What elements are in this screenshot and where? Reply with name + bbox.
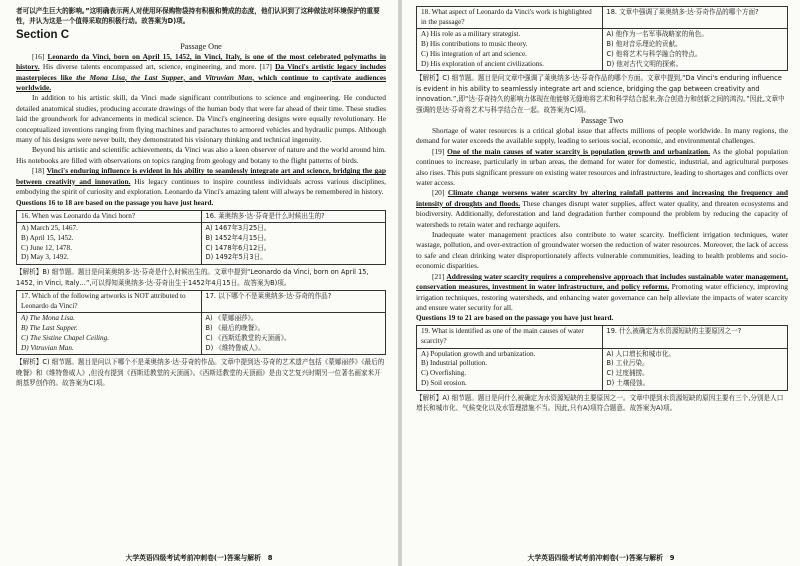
question-17-table [16, 290, 386, 355]
option [21, 344, 197, 354]
passage-one-paragraph-2: In addition to his artistic skill, da Vinci made significant contributions to science and engineering. He conducted detailed anatomical studies, producing accurate drawings of the human body that were far ahead of their time. These studies laid the groundwork for advancements in medical science. Da Vinci's engineering designs were equally revolutionary. He conceptualized inventions ranging from flying machines and parachutes to armored vehicles and hydraulic pumps. Although many of his designs were never built, they demonstrated his visionary thinking and technical ingenuity. [16, 93, 386, 145]
underlined-key-sentence: One of the main causes of water scarcity is population growth and urbanization. [447, 146, 710, 156]
option: D) 《维特鲁威人》。 [205, 343, 265, 352]
q-marker-18: [18] [32, 166, 45, 176]
option-correct: C) 《西斯廷教堂的天顶画》。 [205, 333, 291, 342]
question-19-options-en [417, 348, 603, 390]
option-correct: C) 他将艺术与科学融合的特点。 [606, 49, 702, 58]
text-span: , and [183, 72, 206, 82]
underlined-key-sentence: Addressing water scarcity requires a comprehensive approach that includes sustainable water management, conservation measures, investment in water infrastructure, and policy reforms. [416, 271, 788, 292]
question-19-en: 19. What is identified as one of the main causes of water scarcity? [417, 326, 603, 348]
option: C) Overfishing. [421, 369, 467, 378]
q-marker-19: [19] [432, 146, 445, 156]
option [21, 314, 197, 324]
option-correct: A) 人口增长和城市化。 [606, 349, 676, 358]
question-18-table [416, 6, 788, 71]
analysis-18: 【解析】C) 细节题。题目是问文章中强调了莱奥纳多·达·芬奇作品的哪个方面。文章中提到,“Da Vinci's enduring influence is evident in his ability to seamlessly integrate art and science, bridging the gap between creativity and innovation.”,即“达·芬奇持久的影响力体现在他能够无缝地将艺术和科学结合起来,弥合创造力和创新之间的鸿沟。”因此,文章中强调的是达·芬奇将艺术与科学结合在一起。故答案为C)项。 [416, 74, 785, 114]
option: C) June 12, 1478. [21, 243, 72, 252]
question-19-cn: 19. 什么被确定为水资源短缺的主要原因之一? [602, 326, 788, 348]
passage-one-paragraph-4 [16, 166, 386, 197]
analysis-17: 【解析】C) 细节题。题目是问以下哪个不是莱奥纳多·达·芬奇的作品。文章中提到达·芬奇的艺术遗产包括《蒙娜丽莎》《最后的晚餐》和《维特鲁威人》,但没有提到《西斯廷教堂的天顶画》。《西斯廷教堂的天顶画》是由文艺复兴时期另一位著名画家米开朗基罗创作的。故答案为C)项。 [16, 358, 385, 388]
option: D) 土壤侵蚀。 [606, 378, 650, 387]
option: A) 1467年3月25日。 [205, 224, 271, 233]
text-span: , [124, 72, 131, 82]
option-text: B) The Last Supper. [21, 324, 78, 333]
passage-two-title: Passage Two [580, 116, 624, 125]
question-17-cn: 17. 以下哪个不是莱奥纳多·达·芬奇的作品? [201, 291, 386, 313]
option: D) Soil erosion. [421, 378, 467, 387]
option-text: A) The Mona Lisa. [21, 314, 75, 323]
option: C) 过度捕捞。 [606, 369, 649, 378]
passage-two-paragraph-3 [416, 188, 788, 230]
artwork-title: the Last Supper [130, 72, 184, 82]
question-16-cn: 16. 莱奥纳多·达·芬奇是什么时候出生的? [201, 210, 386, 223]
question-19-table [416, 325, 788, 390]
option: C) 1478年6月12日。 [205, 243, 271, 252]
passage-two-paragraph-5 [416, 272, 788, 314]
option: A) His role as a military strategist. [421, 30, 521, 39]
question-18-options-en [417, 29, 603, 71]
option: B) 他对音乐理论的贡献。 [606, 39, 682, 48]
analysis-16: 【解析】B) 细节题。题目是问莱奥纳多·达·芬奇是什么时候出生的。文章中提到“Leonardo da Vinci, born on April 15, 1452, in Vinci, Italy…”,可以得知莱奥纳多·达·芬奇出生于1452年4月15日。故答案为B)项。 [16, 268, 369, 287]
q-marker-21: [21] [432, 271, 445, 281]
option-correct [21, 334, 197, 344]
text-span: Da Vinci's artistic legacy includes masterpieces like [16, 62, 386, 82]
page-footer-right: 大学英语四级考试考前冲刺卷(一)答案与解析 9 [527, 554, 675, 562]
underlined-key-sentence: Climate change worsens water scarcity by altering rainfall patterns and increasing the frequency and intensity of droughts and floods. [416, 188, 788, 208]
q-marker-20: [20] [432, 188, 445, 198]
question-18-cn: 18. 文章中强调了莱奥纳多·达·芬奇作品的哪个方面? [602, 7, 788, 29]
question-18-options-cn [602, 29, 788, 71]
text-span: His legacy continues to inspire countless individuals across various disciplines, embodying the spirit of curiosity and exploration. Leonardo da Vinci's amazing talent will always be remembered in history. [16, 176, 386, 197]
option: D) 1492年5月3日。 [205, 253, 267, 262]
q-marker-17: [17] [259, 62, 272, 72]
option: B) 《最后的晚餐》。 [205, 324, 265, 333]
question-17-options-en [17, 313, 202, 355]
option: A) 他作为一名军事战略家的角色。 [606, 30, 708, 39]
passage-one-title: Passage One [180, 41, 222, 51]
question-16-options-en [17, 223, 202, 265]
underlined-key-sentence: Leonardo da Vinci, born on April 15, 1452, in Vinci, Italy, is one of the most celebrated polymaths in history. [16, 51, 386, 72]
question-16-table [16, 210, 386, 266]
artwork-title: Vitruvian Man [205, 72, 253, 82]
question-17-options-cn [201, 313, 386, 355]
questions-intro: Questions 19 to 21 are based on the passage you have just heard. [416, 314, 614, 323]
option: A) March 25, 1467. [21, 224, 78, 233]
question-19-options-cn [602, 348, 788, 390]
option-correct: B) April 15, 1452. [21, 233, 74, 242]
question-16-options-cn [201, 223, 386, 265]
page-footer-left: 大学英语四级考试考前冲刺卷(一)答案与解析 8 [125, 554, 273, 562]
option: D) His exploration of ancient civilizations. [421, 59, 544, 68]
passage-two-paragraph-4: Inadequate water management practices also contribute to water scarcity. Inefficient irrigation techniques, water wastage, pollution, and over-extraction of groundwater worsen the reduction of water resources. Moreover, the lack of access to safe and clean drinking water disproportionately affects vulnerable communities, leading to health problems and socio-economic disparities. [416, 230, 788, 271]
text-span: Promoting water efficiency, improving irrigation techniques, restoring watersheds, and enhancing water governance can help alleviate the impacts of water scarcity and ensure water security for all. [416, 282, 788, 312]
option: D) 他对古代文明的探索。 [606, 59, 683, 68]
text-span: , which continue to captivate audiences worldwide. [16, 72, 386, 93]
underlined-key-sentence: Vinci's enduring influence is evident in his ability to seamlessly integrate art and science, bridging the gap between creativity and innovation. [16, 166, 386, 186]
option-text: C) The Sistine Chapel Ceiling. [21, 333, 110, 342]
section-title: Section C [16, 28, 70, 41]
option: A) 《蒙娜丽莎》。 [205, 314, 258, 323]
text-span: These changes disrupt water supplies, affect water quality, and threaten ecosystems and biodiversity. Additionally, deforestation and land degradation further compound the problem by reducing the capacity of watersheds to retain water and recharge aquifers. [416, 198, 788, 229]
passage-one-paragraph-1 [16, 52, 386, 94]
right-page [402, 0, 800, 566]
question-17-en: 17. Which of the following artworks is NOT attributed to Leonardo da Vinci? [17, 291, 202, 313]
text-span: As the global population continues to increase, particularly in urban areas, the demand for water for domestic, industrial, and agricultural purposes also rises. This puts significant pressure on existing water resources and infrastructure, leading to shortages and conflicts over water access. [416, 146, 788, 188]
question-16-en: 16. When was Leonardo da Vinci born? [17, 210, 202, 223]
q-marker-16: [16] [32, 51, 45, 61]
option-correct: C) His integration of art and science. [421, 49, 527, 58]
left-page [0, 0, 398, 566]
option: B) Industrial pollution. [421, 359, 488, 368]
passage-two-paragraph-1: Shortage of water resources is a critical global issue that affects millions of people worldwide. In many regions, the demand for water exceeds the available supply, leading to serious social, economic, and environmental challenges. [416, 126, 788, 146]
questions-intro: Questions 16 to 18 are based on the passage you have just heard. [16, 198, 214, 207]
option-text: D) Vitruvian Man. [21, 343, 74, 352]
option [21, 324, 197, 334]
option: D) May 3, 1492. [21, 253, 69, 262]
option: B) His contributions to music theory. [421, 39, 528, 48]
option-correct: B) 1452年4月15日。 [205, 233, 271, 242]
question-18-en: 18. What aspect of Leonardo da Vinci's work is highlighted in the passage? [417, 7, 603, 29]
intro-paragraph: 者可以产生巨大的影响。”这明确表示两人对使用环保购物袋持有积极和赞成的态度，他们认识到了这种做法对环境保护的重要性，并认为这是一个值得采取的积极行动。故答案为D)项。 [16, 7, 380, 26]
option-correct: A) Population growth and urbanization. [421, 349, 536, 358]
analysis-19: 【解析】A) 细节题。题目是问什么被确定为水资源短缺的主要原因之一。文章中提到水资源短缺的原因主要有三个,分别是人口增长和城市化、气候变化以及水管理措施不当。因此,只有A)项符合题意。故答案为A)项。 [416, 393, 784, 413]
artwork-title: the Mona Lisa [76, 72, 125, 82]
passage-one-paragraph-3: Beyond his artistic and scientific achievements, da Vinci was also a keen observer of nature and the world around him. His notebooks are filled with observations on topics ranging from geology and botany to the flight patterns of birds. [16, 145, 386, 165]
text-span: His diverse talents encompassed art, science, engineering, and more. [39, 62, 260, 72]
option: B) 工业污染。 [606, 359, 649, 368]
passage-two-paragraph-2 [416, 147, 788, 189]
